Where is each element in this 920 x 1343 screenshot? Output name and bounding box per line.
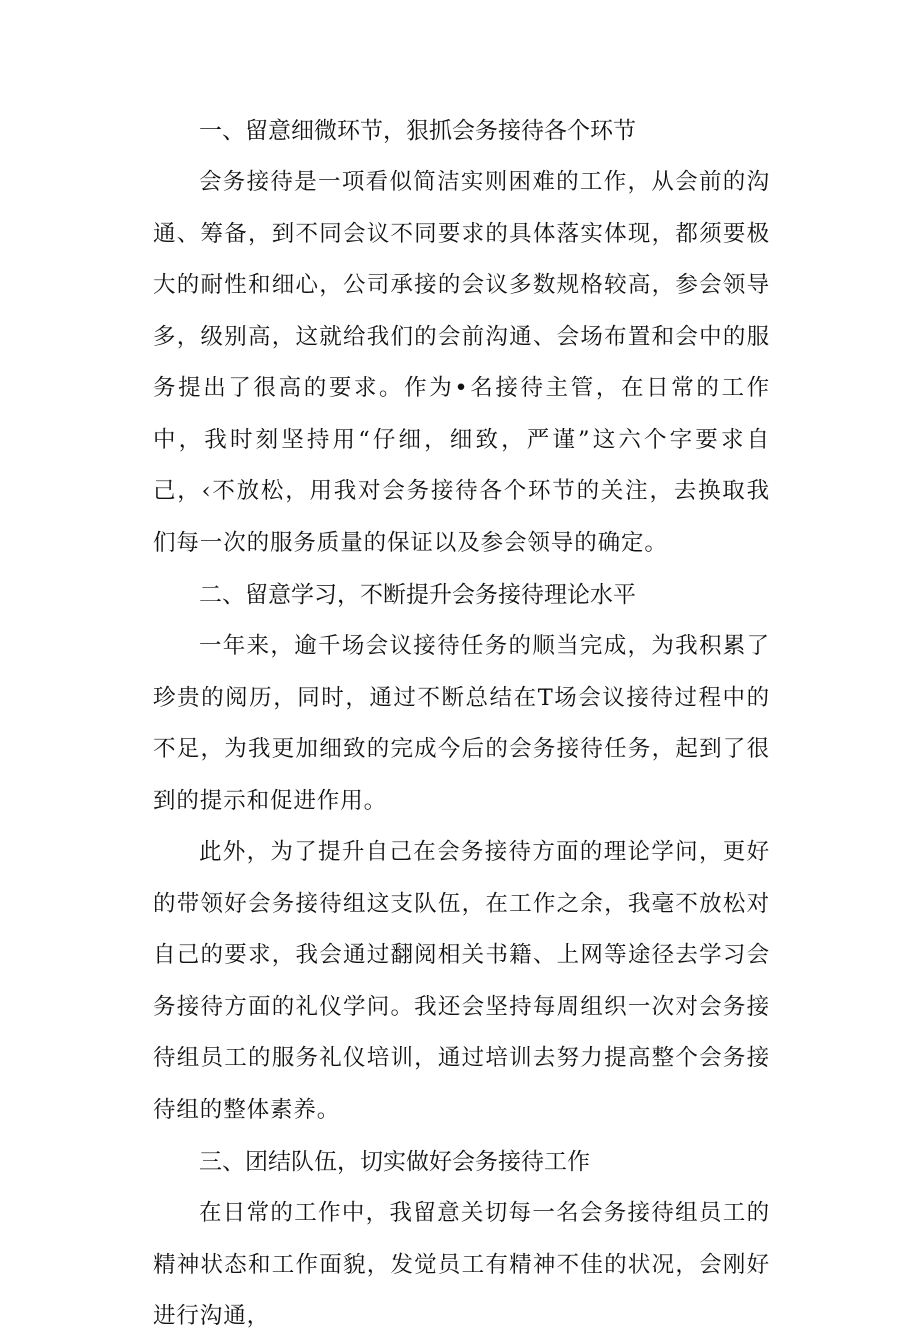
section-2-paragraph-2: 此外，为了提升自己在会务接待方面的理论学问，更好的带领好会务接待组这支队伍，在工作之余，我毫不放松对自己的要求，我会通过翻阅相关书籍、上网等途径去学习会务接待方面的礼仪学问。我还会坚持每周组织一次对会务接待组员工的服务礼仪培训，通过培训去努力提高整个会务接待组的整体素养。 <box>153 839 770 1123</box>
section-3-paragraph-1: 在日常的工作中，我留意关切每一名会务接待组员工的精神状态和工作面貌，发觉员工有精神不佳的状况，会刚好进行沟通， <box>153 1200 770 1329</box>
section-3-heading: 三、团结队伍，切实做好会务接待工作 <box>199 1149 590 1175</box>
section-1-heading: 一、留意细微环节，狠抓会务接待各个环节 <box>199 118 636 144</box>
section-2-paragraph-1: 一年来，逾千场会议接待任务的顺当完成，为我积累了珍贵的阅历，同时，通过不断总结在T场会议接待过程中的不足，为我更加细致的完成今后的会务接待任务，起到了很到的提示和促进作用。 <box>153 633 770 814</box>
section-2-heading: 二、留意学习，不断提升会务接待理论水平 <box>199 582 636 608</box>
section-1-paragraph-1: 会务接待是一项看似简洁实则困难的工作，从会前的沟通、筹备，到不同会议不同要求的具体落实体现，都须要极大的耐性和细心，公司承接的会议多数规格较高，参会领导多，级别高，这就给我们的会前沟通、会场布置和会中的服务提出了很高的要求。作为•名接待主管，在日常的工作中，我时刻坚持用“仔细，细致，严谨”这六个字要求自己，‹不放松，用我对会务接待各个环节的关注，去换取我们每一次的服务质量的保证以及参会领导的确定。 <box>153 169 770 556</box>
document-body <box>153 105 770 1343</box>
